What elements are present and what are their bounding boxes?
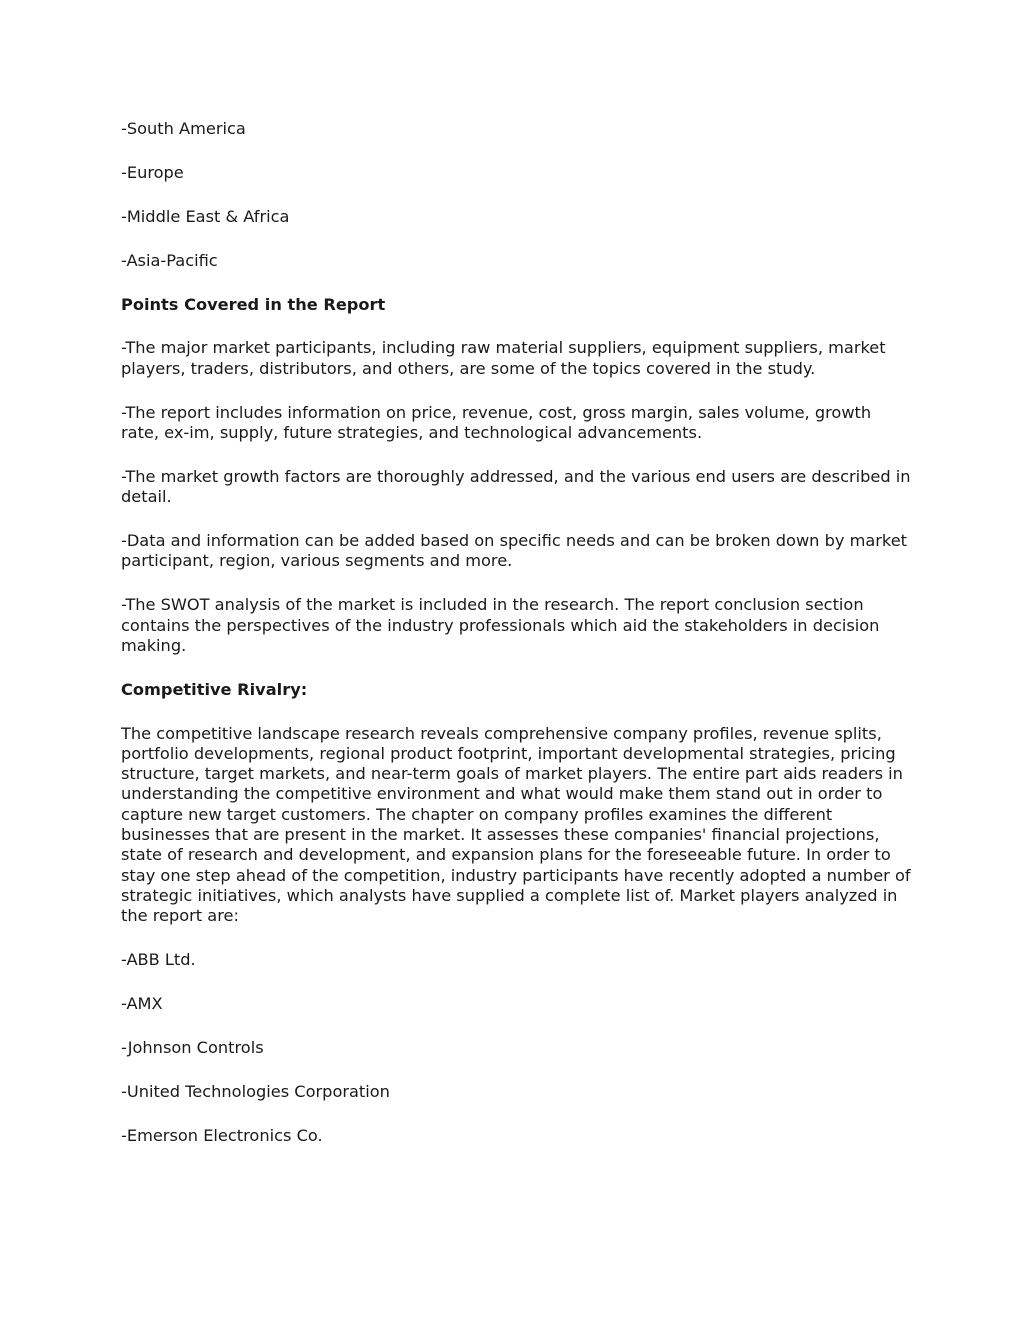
points-covered-heading: Points Covered in the Report [121, 294, 386, 314]
region-item-south-america: -South America [121, 119, 246, 138]
document-page [121, 119, 911, 1170]
points-item-growth-factors: -The market growth factors are thoroughly addressed, and the various end users are described in detail. [121, 466, 911, 507]
region-item-europe: -Europe [121, 162, 184, 182]
points-item-swot: -The SWOT analysis of the market is included in the research. The report conclusion section contains the perspectives of the industry professionals which aid the stakeholders in decision making. [121, 595, 880, 655]
competitive-rivalry-heading: Competitive Rivalry: [121, 679, 308, 699]
region-item-asia-pacific: -Asia-Pacific [121, 250, 218, 270]
player-item-johnson-controls: -Johnson Controls [121, 1037, 264, 1057]
points-item-participants: -The major market participants, including raw material suppliers, equipment suppliers, market players, traders, distributors, and others, are some of the topics covered in the study. [121, 338, 886, 378]
player-item-united-technologies: -United Technologies Corporation [121, 1081, 390, 1101]
points-item-data-customization: -Data and information can be added based on specific needs and can be broken down by market participant, region, various segments and more. [121, 531, 908, 571]
player-item-abb: -ABB Ltd. [121, 950, 196, 970]
region-item-middle-east-africa: -Middle East & Africa [121, 206, 290, 226]
points-item-information: -The report includes information on price, revenue, cost, gross margin, sales volume, growth rate, ex-im, supply, future strategies, and technological advancements. [121, 402, 872, 442]
competitive-rivalry-body: The competitive landscape research reveals comprehensive company profiles, revenue splits, portfolio developments, regional product footprint, important developmental strategies, pricing structure, target markets, and near-term goals of market players. The entire part aids readers in understanding the competitive environment and what would make them stand out in order to capture new target customers. The chapter on company profiles examines the different businesses that are present in the market. It assesses these companies' financial projections, state of research and development, and expansion plans for the foreseeable future. In order to stay one step ahead of the competition, industry participants have recently adopted a number of strategic initiatives, which analysts have supplied a complete list of. Market players analyzed in the report are: [121, 723, 911, 926]
player-item-emerson: -Emerson Electronics Co. [121, 1125, 323, 1145]
player-item-amx: -AMX [121, 994, 163, 1014]
